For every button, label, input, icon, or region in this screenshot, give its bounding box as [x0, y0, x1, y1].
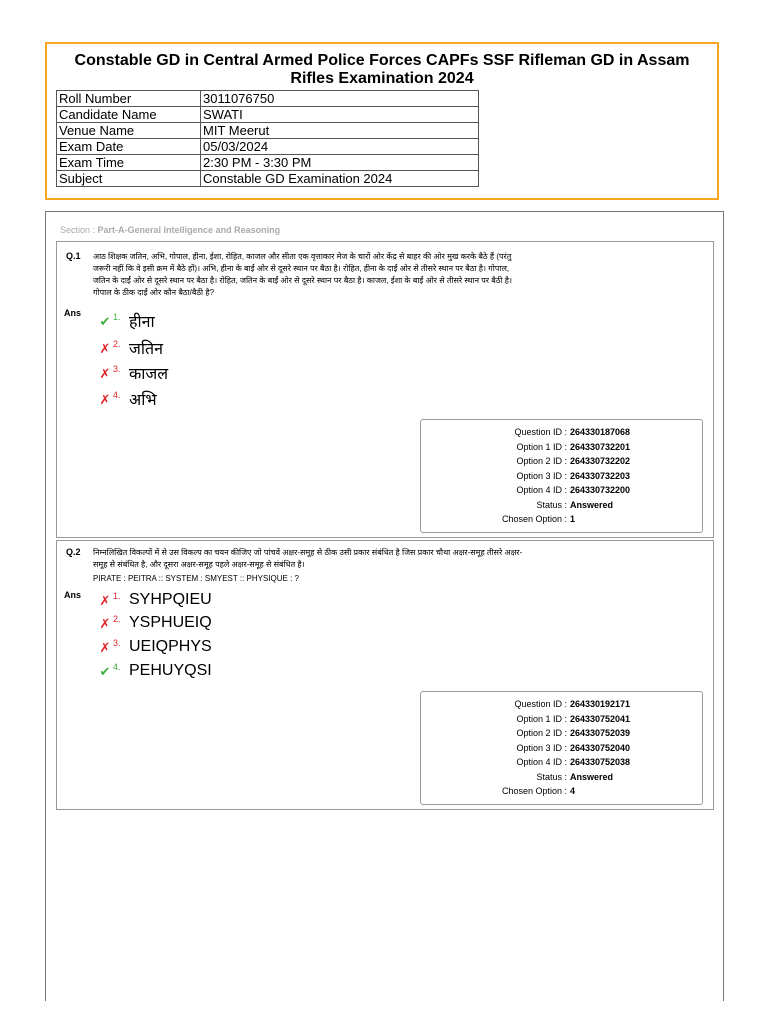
option-2 [97, 337, 163, 359]
section-prefix: Section : [60, 225, 98, 235]
info-value: Constable GD Examination 2024 [201, 171, 479, 187]
table-row [57, 155, 479, 171]
option-number: 2. [113, 614, 121, 624]
question-text: निम्नलिखित विकल्पों में से उस विकल्प का चयन कीजिए जो पांचवें अक्षर-समूह से ठीक उसी प्रकार संबंधित है जिस प्रकार चौथा अक्षर-समूह तीसरे अक्षर-समूह से संबंधित है, और दूसरा अक्षर-समूह पहले अक्षर-समूह से संबंधित है। [93, 548, 523, 569]
info-label: Exam Date [57, 139, 201, 155]
candidate-info-table [56, 90, 479, 187]
meta-label: Option 1 ID : [516, 441, 567, 452]
meta-value: 264330732202 [570, 456, 631, 466]
cross-icon: ✗ [99, 365, 111, 381]
info-value: MIT Meerut [201, 123, 479, 139]
meta-row [421, 512, 702, 527]
cross-icon: ✗ [99, 391, 111, 407]
meta-label: Chosen Option : [501, 786, 567, 796]
meta-label: Option 4 ID : [516, 757, 567, 767]
meta-label: Question ID : [514, 699, 567, 709]
section-heading [60, 225, 280, 235]
answer-label: Ans [64, 308, 82, 318]
option-number: 2. [113, 339, 121, 349]
option-2 [97, 612, 212, 634]
exam-title: Constable GD in Central Armed Police Forces CAPFs SSF Rifleman GD in Assam Rifles Examination 2024 [74, 52, 690, 87]
meta-value: 4 [570, 786, 576, 796]
meta-label: Status : [536, 499, 567, 510]
meta-row [421, 712, 702, 727]
meta-row [421, 469, 702, 484]
section-name: Part-A-General Intelligence and Reasoning [97, 225, 281, 235]
option-4 [97, 388, 157, 410]
meta-value: 264330752039 [570, 728, 631, 738]
meta-row [421, 454, 702, 469]
table-row [57, 171, 479, 187]
check-icon: ✔ [99, 663, 111, 679]
option-number: 3. [113, 638, 121, 648]
option-text: UEIQPHYS [129, 638, 212, 655]
meta-row [421, 498, 702, 513]
meta-value: Answered [570, 499, 614, 510]
meta-value: 1 [570, 514, 576, 524]
option-3 [97, 362, 168, 384]
cross-icon: ✗ [99, 615, 111, 631]
table-row [57, 91, 479, 107]
meta-row [421, 784, 702, 799]
meta-label: Chosen Option : [501, 514, 567, 524]
meta-row [421, 726, 702, 741]
check-icon: ✔ [99, 313, 111, 329]
cross-icon: ✗ [99, 340, 111, 356]
question-block-1 [56, 241, 714, 538]
meta-value: 264330732203 [570, 470, 631, 481]
option-number: 4. [113, 390, 121, 400]
info-value: 3011076750 [201, 91, 479, 107]
option-3 [97, 636, 212, 658]
info-value: 2:30 PM - 3:30 PM [201, 155, 479, 171]
question-subtext: PIRATE : PEITRA :: SYSTEM : SMYEST :: PHYSIQUE : ? [93, 574, 299, 583]
option-number: 4. [113, 662, 121, 672]
option-text: PEHUYQSI [129, 662, 212, 679]
question-number: Q.2 [66, 547, 81, 557]
option-number: 1. [113, 312, 121, 322]
meta-value: 264330752038 [570, 757, 631, 767]
option-text: YSPHUEIQ [129, 614, 212, 631]
meta-row [421, 440, 702, 455]
table-row [57, 139, 479, 155]
question-text: आठ शिक्षक जतिन, अभि, गोपाल, हीना, ईशा, रोहित, काजल और सीता एक वृत्ताकार मेज के चारों ओर केंद्र से बाहर की ओर मुख करके बैठे हैं (परंतु जरूरी नहीं कि वे इसी क्रम में बैठे हों)। अभि, हीना के बाईं ओर से दूसरे स्थान पर बैठा है। रोहित, हीना के दाईं ओर से तीसरे स्थान पर बैठा है। गोपाल, जतिन के दाईं ओर से दूसरे स्थान पर बैठा है। रोहित, जतिन के बाईं ओर से दूसरे स्थान पर बैठा है। काजल, ईशा के बाईं ओर से तीसरे स्थान पर बैठी है। गोपाल के ठीक दाईं ओर कौन बैठा/बैठी है? [93, 252, 513, 297]
meta-label: Option 3 ID : [516, 742, 567, 753]
info-label: Subject [57, 171, 201, 187]
info-label: Exam Time [57, 155, 201, 171]
meta-row [421, 755, 702, 770]
option-4 [97, 660, 212, 682]
meta-label: Status : [536, 771, 567, 782]
meta-value: 264330732201 [570, 441, 631, 452]
meta-label: Option 2 ID : [516, 728, 567, 738]
meta-label: Option 3 ID : [516, 470, 567, 481]
option-text: अभि [129, 392, 157, 409]
meta-value: 264330187068 [570, 427, 631, 437]
question-number: Q.1 [66, 251, 81, 261]
meta-value: 264330192171 [570, 699, 631, 709]
option-number: 1. [113, 591, 121, 601]
question-meta-box [420, 419, 703, 533]
info-label: Candidate Name [57, 107, 201, 123]
info-value: 05/03/2024 [201, 139, 479, 155]
question-meta-box [420, 691, 703, 805]
option-1 [97, 589, 212, 611]
cross-icon: ✗ [99, 592, 111, 608]
option-text: जतिन [129, 341, 164, 358]
meta-value: 264330752041 [570, 713, 631, 724]
option-text: काजल [129, 366, 169, 383]
meta-label: Option 2 ID : [516, 456, 567, 466]
meta-row [421, 697, 702, 712]
option-number: 3. [113, 364, 121, 374]
meta-row [421, 483, 702, 498]
meta-label: Option 1 ID : [516, 713, 567, 724]
table-row [57, 123, 479, 139]
meta-row [421, 770, 702, 785]
option-text: SYHPQIEU [129, 591, 212, 608]
meta-row [421, 425, 702, 440]
meta-value: Answered [570, 771, 614, 782]
answer-label: Ans [64, 590, 82, 600]
info-label: Venue Name [57, 123, 201, 139]
table-row [57, 107, 479, 123]
info-value: SWATI [201, 107, 479, 123]
info-label: Roll Number [57, 91, 201, 107]
meta-row [421, 741, 702, 756]
meta-value: 264330752040 [570, 742, 631, 753]
meta-label: Question ID : [514, 427, 567, 437]
meta-label: Option 4 ID : [516, 485, 567, 495]
cross-icon: ✗ [99, 639, 111, 655]
option-text: हीना [129, 314, 155, 331]
meta-value: 264330732200 [570, 485, 631, 495]
option-1 [97, 310, 155, 332]
question-block-2 [56, 540, 714, 810]
